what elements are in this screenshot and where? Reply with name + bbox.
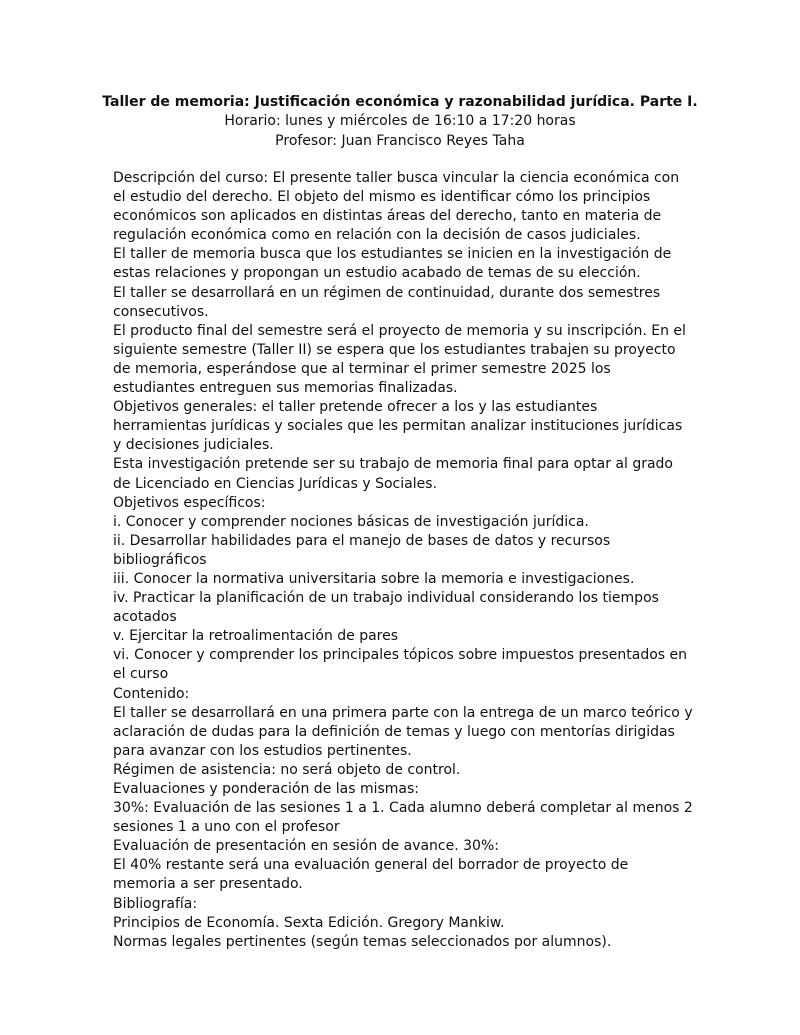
general-objectives: Objetivos generales: el taller pretende ofrecer a los y las estudiantes herramientas jurídicas y sociales que les permitan analizar instituciones jurídicas y decisiones judiciales. [113, 399, 683, 454]
bibliography-heading: Bibliografía: [113, 895, 198, 912]
evaluations-heading: Evaluaciones y ponderación de las mismas: [113, 781, 420, 797]
content-paragraph: El taller se desarrollará en una primera parte con la entrega de un marco teórico y aclaración de dudas para la definición de temas y luego con mentorías dirigidas para avanzar con los estudios pertinentes. [113, 704, 693, 759]
attendance-paragraph: Régimen de asistencia: no será objeto de control. [113, 761, 461, 778]
course-title: Taller de memoria: Justificación económica y razonabilidad jurídica. Parte I. [102, 94, 698, 110]
objective-item: iv. Practicar la planificación de un trabajo individual considerando los tiempos acotados [113, 590, 659, 626]
document-body [113, 169, 693, 952]
objective-item: i. Conocer y comprender nociones básicas de investigación jurídica. [113, 513, 589, 530]
continuity-paragraph: El taller se desarrollará en un régimen de continuidad, durante dos semestres consecutivos. [113, 284, 661, 320]
objective-item: v. Ejercitar la retroalimentación de pares [113, 628, 399, 645]
content-heading: Contenido: [113, 685, 190, 702]
bibliography-item: Principios de Economía. Sexta Edición. Gregory Mankiw. [113, 914, 505, 931]
research-purpose-paragraph: Esta investigación pretende ser su trabajo de memoria final para optar al grado de Licenciado en Ciencias Jurídicas y Sociales. [113, 456, 673, 492]
objective-item: iii. Conocer la normativa universitaria sobre la memoria e investigaciones. [113, 570, 635, 587]
course-schedule: Horario: lunes y miércoles de 16:10 a 17:20 horas [224, 113, 576, 130]
objective-item: vi. Conocer y comprender los principales tópicos sobre impuestos presentados en el curso [113, 647, 688, 683]
evaluation-item: Evaluación de presentación en sesión de avance. 30%: [113, 838, 499, 855]
evaluation-item: El 40% restante será una evaluación general del borrador de proyecto de memoria a ser presentado. [113, 857, 629, 893]
evaluation-item: 30%: Evaluación de las sesiones 1 a 1. Cada alumno deberá completar al menos 2 sesiones 1 a uno con el profesor [113, 800, 693, 836]
workshop-goal-paragraph: El taller de memoria busca que los estudiantes se inicien en la investigación de estas relaciones y propongan un estudio acabado de temas de su elección. [113, 246, 672, 282]
course-professor: Profesor: Juan Francisco Reyes Taha [275, 132, 525, 149]
course-description: Descripción del curso: El presente taller busca vincular la ciencia económica con el estudio del derecho. El objeto del mismo es identificar cómo los principios económicos son aplicados en distintas áreas del derecho, tanto en materia de regulación económica como en relación con la decisión de casos judiciales. [113, 170, 680, 244]
final-product-paragraph: El producto final del semestre será el proyecto de memoria y su inscripción. En el siguiente semestre (Taller II) se espera que los estudiantes trabajen su proyecto de memoria, esperándose que al terminar el primer semestre 2025 los estudiantes entreguen sus memorias finalizadas. [113, 322, 686, 397]
objective-item: ii. Desarrollar habilidades para el manejo de bases de datos y recursos bibliográficos [113, 532, 611, 568]
specific-objectives-heading: Objetivos específicos: [113, 494, 266, 511]
bibliography-item: Normas legales pertinentes (según temas seleccionados por alumnos). [113, 933, 612, 950]
document-header [100, 93, 700, 151]
